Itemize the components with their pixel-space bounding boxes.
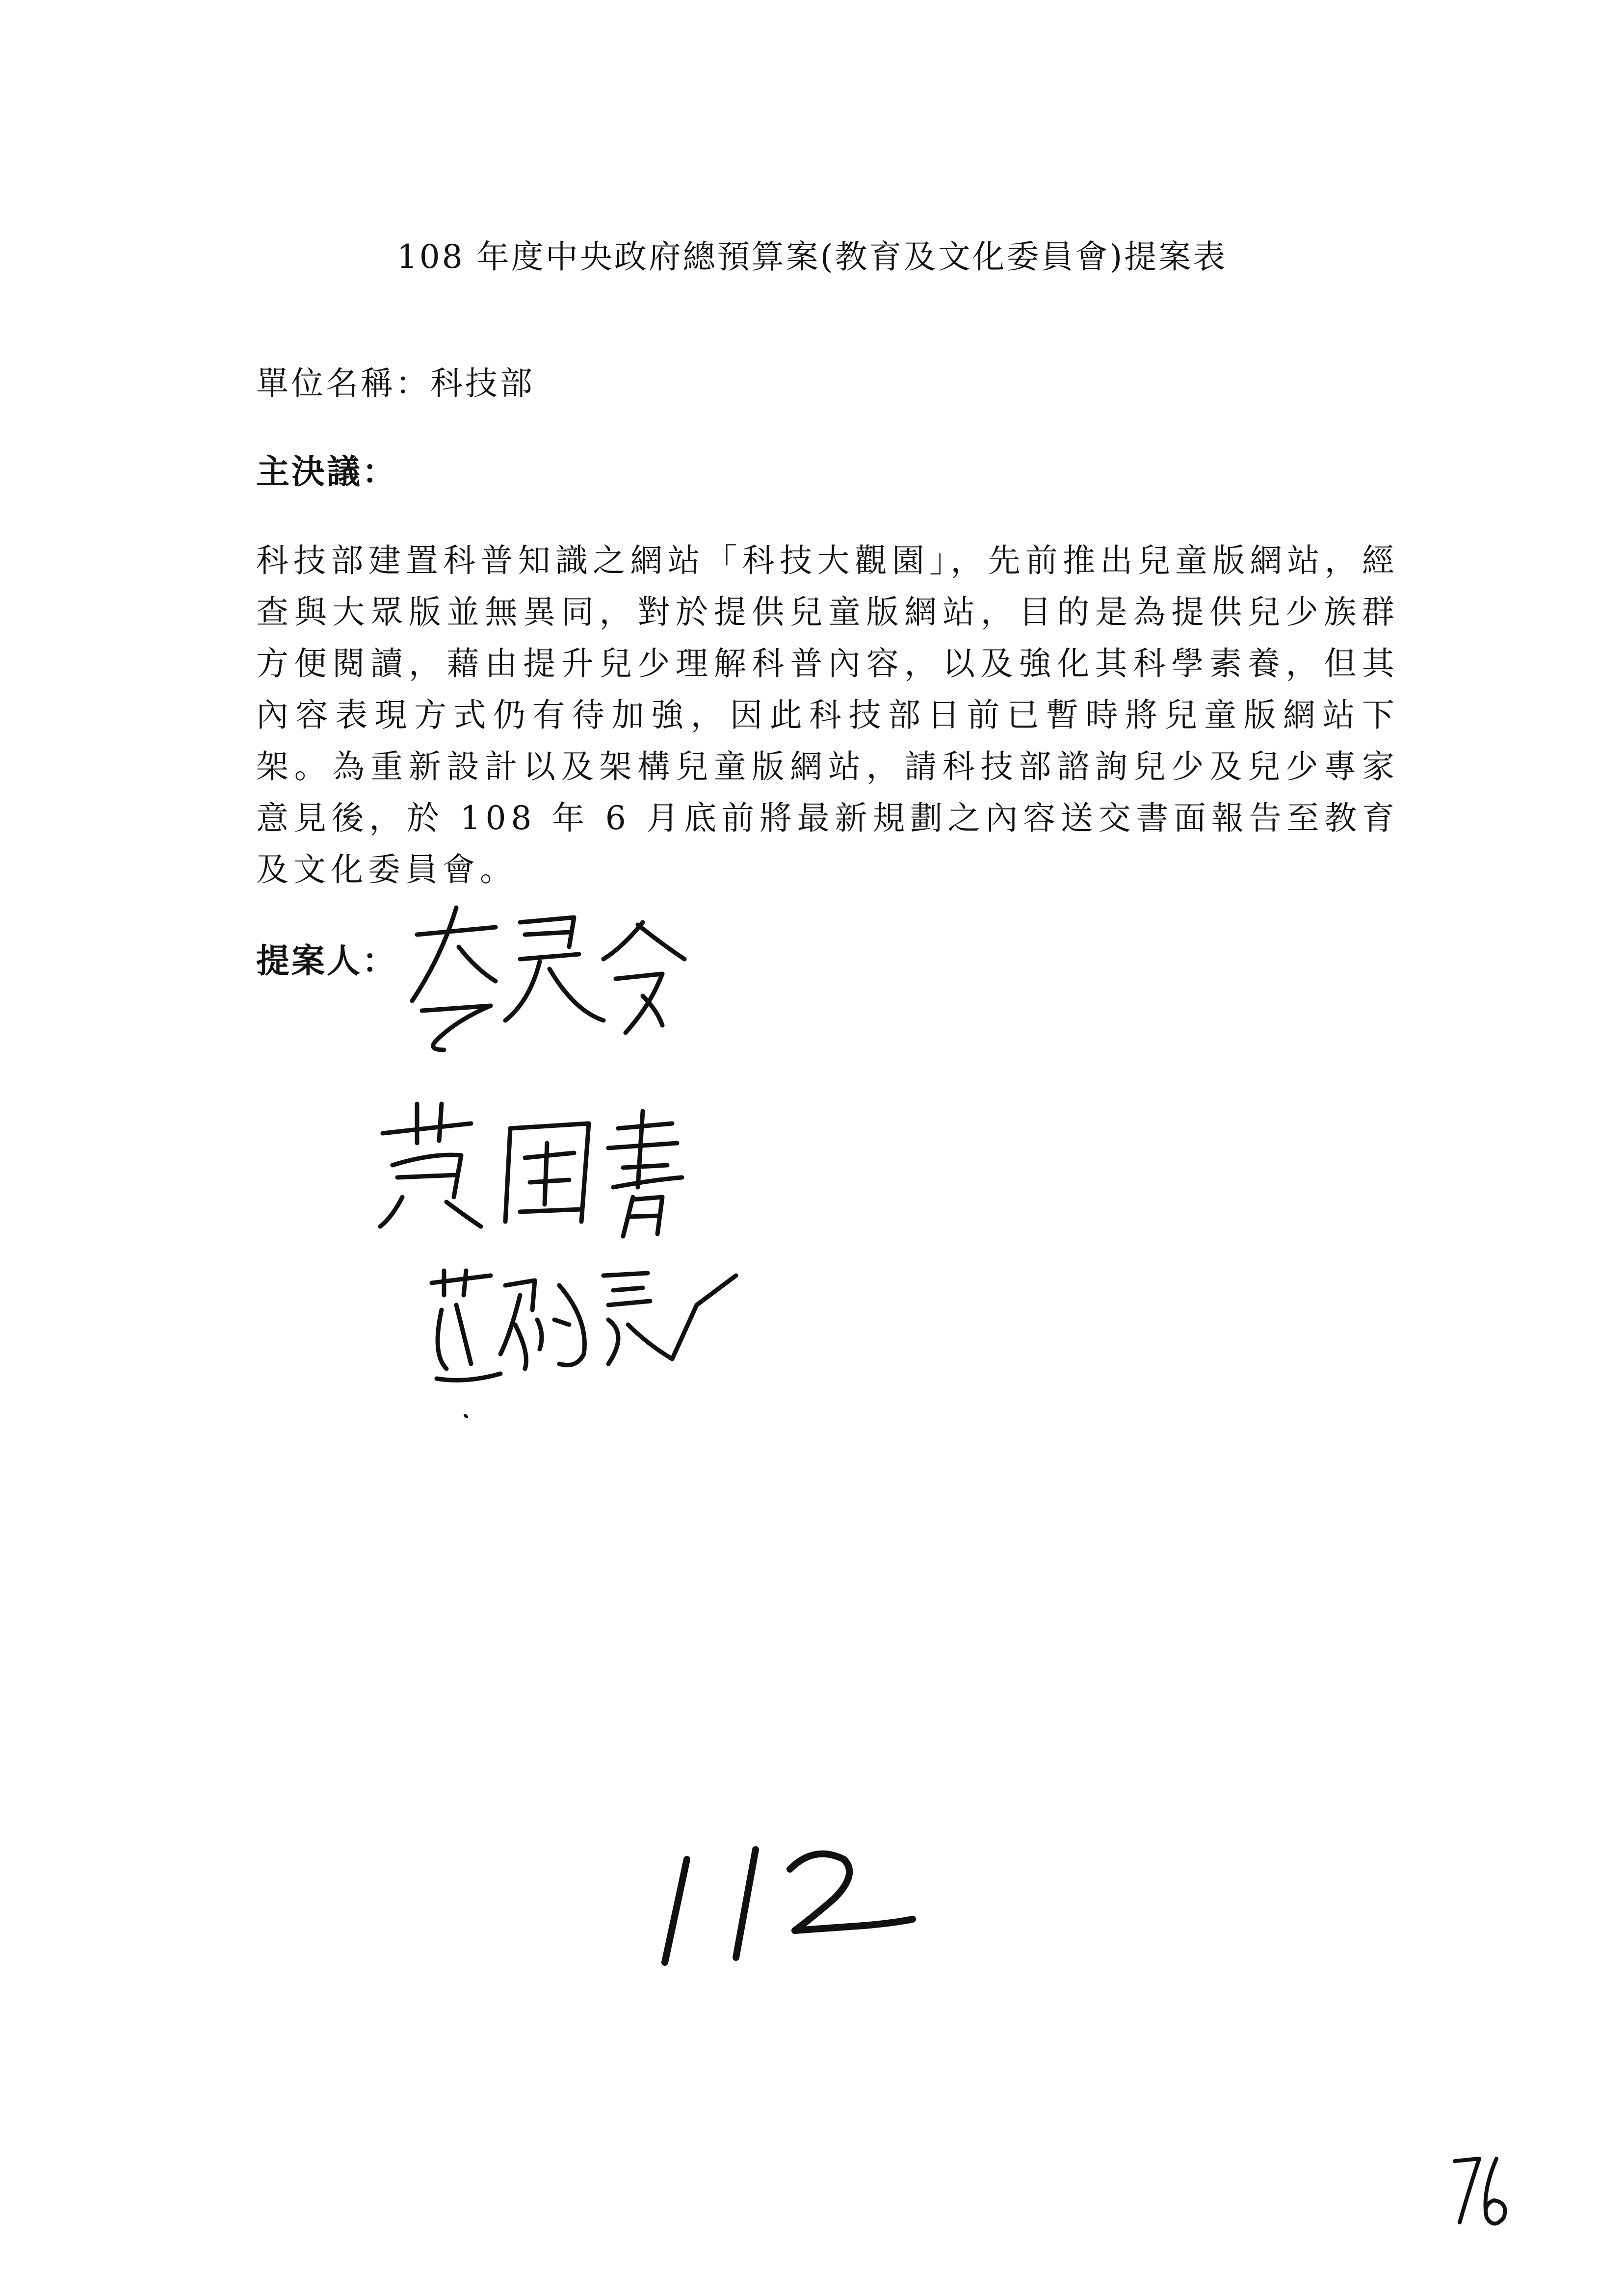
handwritten-signature-3	[432, 1271, 736, 1380]
handwritten-page-number	[665, 1850, 913, 1962]
ink-dot	[465, 1415, 467, 1417]
handwritten-signature-1	[412, 908, 684, 1050]
proposer-label: 提案人：	[256, 941, 398, 981]
page-title: 108 年度中央政府總預算案(教育及文化委員會)提案表	[396, 238, 1228, 276]
resolution-body: 科技部建置科普知識之網站「科技大觀園」，先前推出兒童版網站，經查與大眾版並無異同，對於提供兒童版網站，目的是為提供兒少族群方便閱讀，藉由提升兒少理解科普內容，以及強化其科學素養，但其內容表現方式仍有待加強，因此科技部日前已暫時將兒童版網站下架。為重新設計以及架構兒童版網站，請科技部諮詢兒少及兒少專家意見後，於 108 年 6 月底前將最新規劃之內容送交書面報告至教育及文化委員會。	[256, 542, 1399, 888]
handwritten-signature-2	[380, 1104, 682, 1236]
unit-name-line: 單位名稱：科技部	[256, 365, 535, 402]
resolution-heading: 主決議：	[256, 452, 398, 492]
handwritten-corner-number	[1455, 2159, 1505, 2224]
